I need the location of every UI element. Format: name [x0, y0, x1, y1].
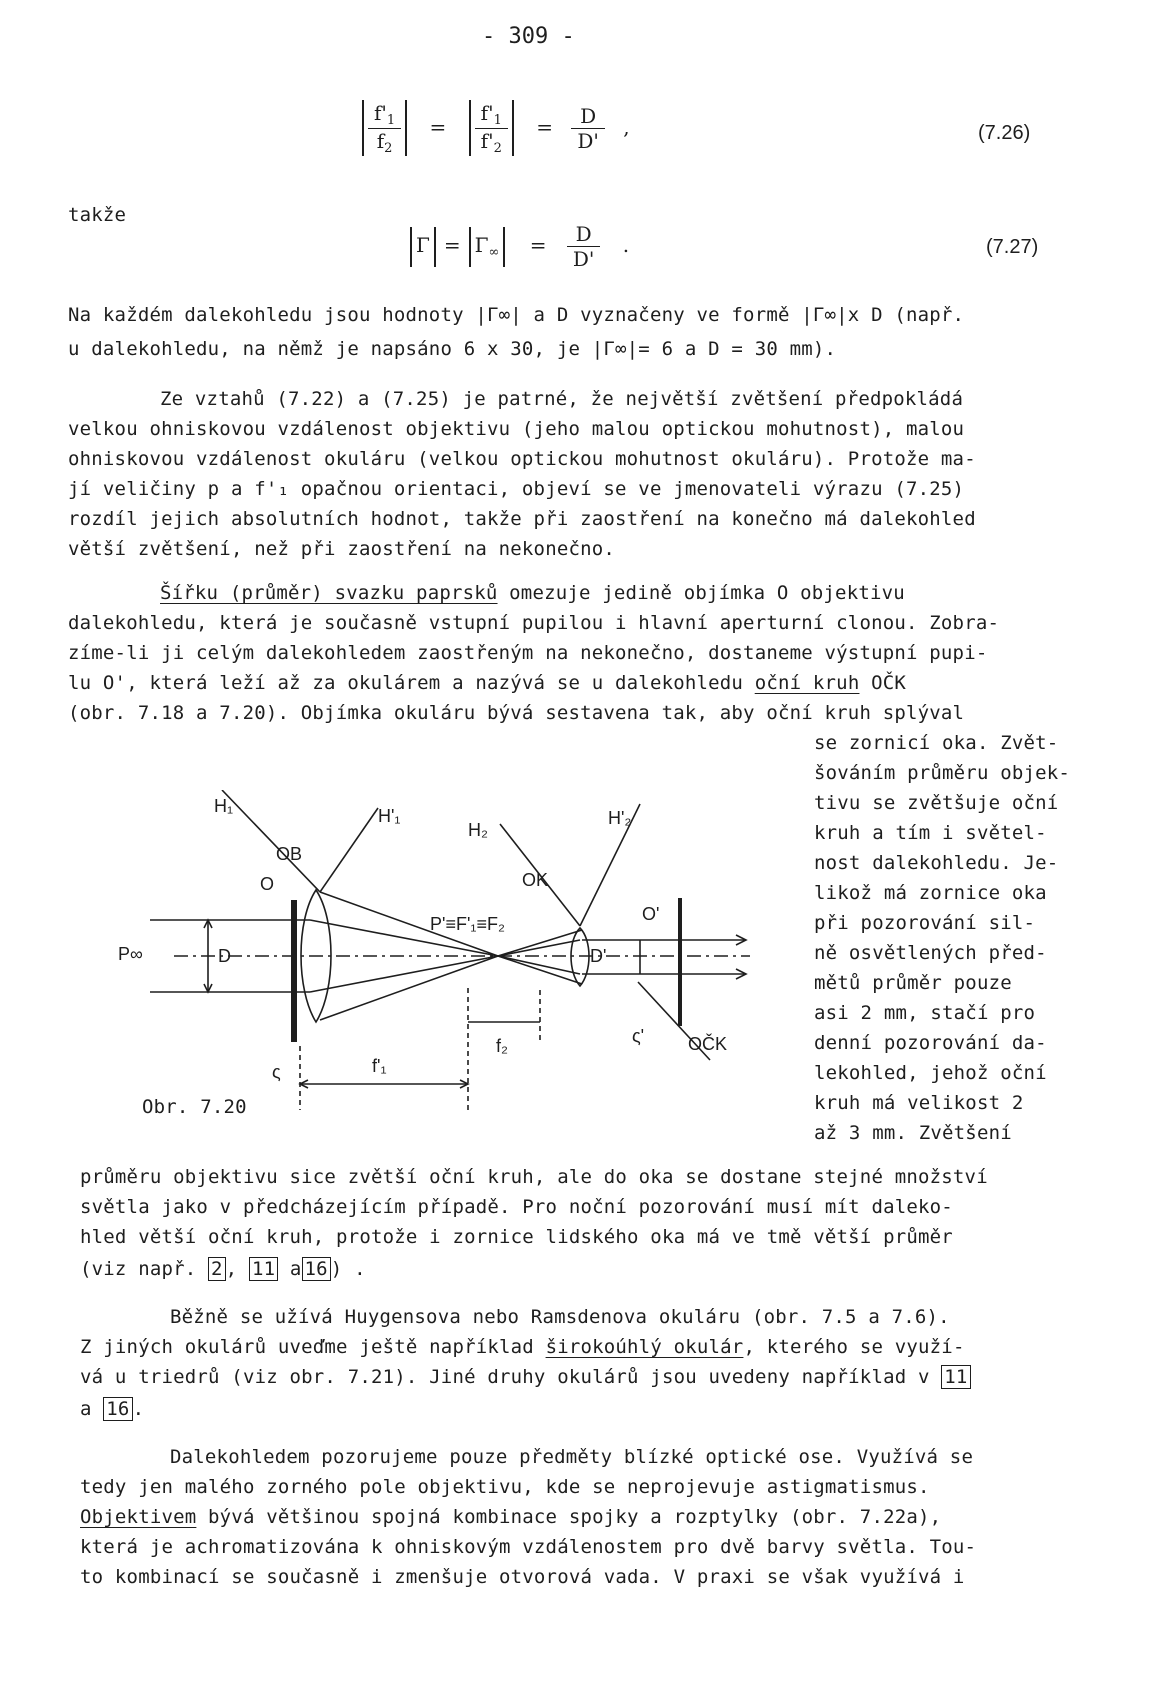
- citation-16: 16: [103, 1397, 132, 1421]
- text-line: až 3 mm. Zvětšení: [814, 1122, 1012, 1144]
- text-line: likož má zornice oka: [814, 882, 1047, 904]
- word-takze: takže: [68, 204, 127, 226]
- text-line: tivu se zvětšuje oční: [814, 792, 1059, 814]
- label-f1-prime: f'₁: [372, 1056, 387, 1076]
- label-h1: H₁: [214, 796, 234, 816]
- text-line: světla jako v předcházejícím případě. Pro noční pozorování musí mít daleko-: [80, 1196, 953, 1218]
- text-line: Na každém dalekohledu jsou hodnoty |Γ∞| a D vyznačeny ve formě |Γ∞|x D (např.: [68, 304, 965, 326]
- text-line: Dalekohledem pozorujeme pouze předměty blízké optické ose. Využívá se: [170, 1446, 974, 1468]
- text-line: zíme-li ji celým dalekohledem zaostřeným na nekonečno, dostaneme výstupní pupi-: [68, 642, 988, 664]
- label-ok: OK: [522, 870, 549, 890]
- text-line: při pozorování sil-: [814, 912, 1036, 934]
- text-line: Ze vztahů (7.22) a (7.25) je patrné, že největší zvětšení předpokládá: [160, 388, 964, 410]
- citation-2: 2: [208, 1257, 226, 1281]
- text-line: se zornicí oka. Zvět-: [814, 732, 1059, 754]
- label-sigma: ς: [272, 1062, 281, 1082]
- citation-16: 16: [302, 1257, 331, 1281]
- text-line: ohniskovou vzdálenost okuláru (velkou optickou mohutnost okuláru). Protože ma-: [68, 448, 976, 470]
- text-line: jí veličiny p a f'₁ opačnou orientaci, objeví se ve jmenovateli výrazu (7.25): [68, 478, 965, 500]
- label-sigma-prime: ς': [632, 1026, 645, 1046]
- text-line: asi 2 mm, stačí pro: [814, 1002, 1036, 1024]
- text-line: lekohled, jehož oční: [814, 1062, 1047, 1084]
- text-line: velkou ohniskovou vzdálenost objektivu (jeho malou optickou mohutnost), malou: [68, 418, 965, 440]
- equation-7-26: $\frac{f'_1}{f_2}$ = $\frac{f'_1}{f'_2}$ = $\frac{D}{D'}$ ,: [358, 100, 630, 156]
- label-ock: OČK: [688, 1034, 728, 1054]
- text-line: ně osvětlených před-: [814, 942, 1047, 964]
- text-line: (obr. 7.18 a 7.20). Objímka okuláru bývá sestavena tak, aby oční kruh splýval: [68, 702, 965, 724]
- figure-caption: Obr. 7.20: [142, 1096, 247, 1118]
- label-d-prime: D': [590, 946, 607, 966]
- label-ob: OB: [276, 844, 303, 864]
- label-o: O: [260, 874, 275, 894]
- equation-number-7-27: (7.27): [986, 236, 1039, 258]
- text-line: a 16 .: [80, 1398, 145, 1420]
- text-line: kruh a tím i světel-: [814, 822, 1047, 844]
- text-line: průměru objektivu sice zvětší oční kruh, ale do oka se dostane stejné množství: [80, 1166, 988, 1188]
- text-line: rozdíl jejich absolutních hodnot, takže při zaostření na konečno má dalekohled: [68, 508, 976, 530]
- text-line: Objektivem bývá většinou spojná kombinace spojky a rozptylky (obr. 7.22a),: [80, 1506, 942, 1528]
- citation-11: 11: [941, 1365, 970, 1389]
- label-h1-prime: H'₁: [378, 806, 401, 826]
- label-p-infinity: P∞: [118, 944, 143, 964]
- text-line: která je achromatizována k ohniskovým vzdálenostem pro dvě barvy světla. Tou-: [80, 1536, 977, 1558]
- text-line: větší zvětšení, než při zaostření na nekonečno.: [68, 538, 616, 560]
- text-line: mětů průměr pouze: [814, 972, 1012, 994]
- text-line: hled větší oční kruh, protože i zornice lidského oka má ve tmě větší průměr: [80, 1226, 953, 1248]
- text-line: Běžně se užívá Huygensova nebo Ramsdenova okuláru (obr. 7.5 a 7.6).: [170, 1306, 950, 1328]
- label-h2: H₂: [468, 820, 488, 840]
- text-line: nost dalekohledu. Je-: [814, 852, 1059, 874]
- label-o-prime: O': [642, 904, 660, 924]
- telescope-diagram: [110, 790, 800, 1110]
- label-f2: f₂: [496, 1036, 508, 1056]
- equation-number-7-26: (7.26): [978, 122, 1031, 144]
- text-line: u dalekohledu, na němž je napsáno 6 x 30, je |Γ∞|= 6 a D = 30 mm).: [68, 338, 837, 360]
- page-number: - 309 -: [482, 24, 575, 49]
- label-h2-prime: H'₂: [608, 808, 632, 828]
- text-line: vá u triedrů (viz obr. 7.21). Jiné druhy okulárů jsou uvedeny například v 11: [80, 1366, 971, 1388]
- text-line: lu O', která leží až za okulárem a nazývá se u dalekohledu oční kruh OČK: [68, 672, 907, 694]
- text-line: (viz např. 2 , 11 a 16 ) .: [80, 1258, 366, 1280]
- text-line: to kombinací se současně i zmenšuje otvorová vada. V praxi se však využívá i: [80, 1566, 965, 1588]
- text-line: tedy jen malého zorného pole objektivu, kde se neprojevuje astigmatismus.: [80, 1476, 930, 1498]
- citation-11: 11: [249, 1257, 278, 1281]
- eyepiece-lens: [571, 928, 589, 986]
- equation-7-27: $\Gamma = \Gamma_\infty$ = $\frac{D}{D'}$ .: [406, 222, 629, 271]
- label-d: D: [218, 946, 231, 966]
- text-line: dalekohledu, která je současně vstupní pupilou i hlavní aperturní clonou. Zobra-: [68, 612, 1000, 634]
- label-focal-point: P'≡F'₁≡F₂: [430, 914, 505, 934]
- text-line: Šířku (průměr) svazku paprsků omezuje jedině objímka O objektivu: [160, 582, 905, 604]
- text-line: kruh má velikost 2: [814, 1092, 1024, 1114]
- text-line: šováním průměru objek-: [814, 762, 1071, 784]
- text-line: denní pozorování da-: [814, 1032, 1047, 1054]
- text-line: Z jiných okulárů uveďme ještě například širokoúhlý okulár, kterého se využí-: [80, 1336, 965, 1358]
